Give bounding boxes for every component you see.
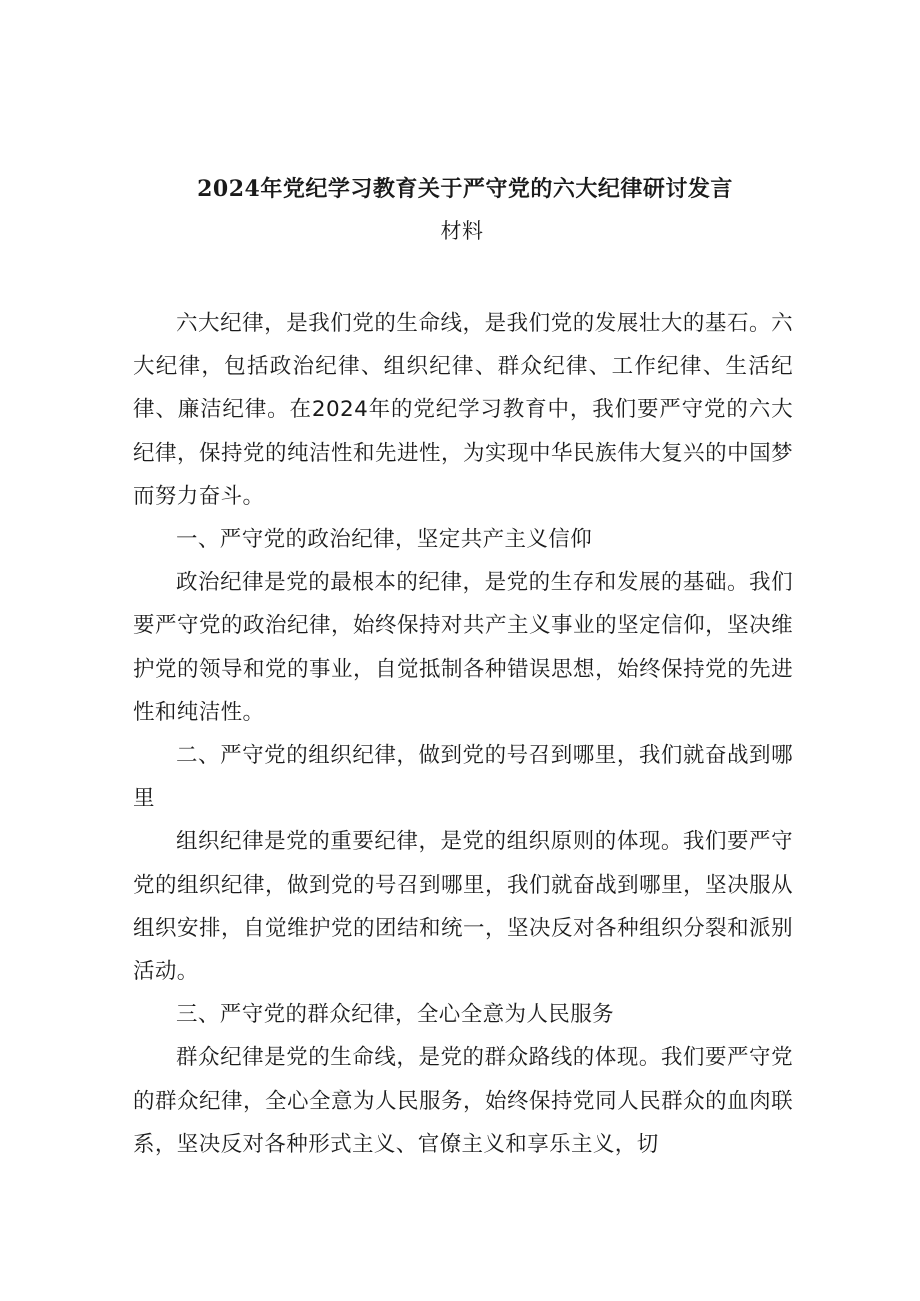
intro-paragraph: 六大纪律，是我们党的生命线，是我们党的发展壮大的基石。六大纪律，包括政治纪律、组织纪律、群众纪律、工作纪律、生活纪律、廉洁纪律。在2024年的党纪学习教育中，我们要严守党的六大纪律，保持党的纯洁性和先进性，为实现中华民族伟大复兴的中国梦而努力奋斗。 (133, 311, 793, 509)
section-heading-1: 一、严守党的政治纪律，坚定共产主义信仰 (176, 527, 593, 553)
title-line-1: 2024年党纪学习教育关于严守党的六大纪律研讨发言 (197, 176, 733, 202)
section-paragraph-3: 群众纪律是党的生命线，是党的群众路线的体现。我们要严守党的群众纪律，全心全意为人民服务，始终保持党同人民群众的血肉联系，坚决反对各种形式主义、官僚主义和享乐主义，切 (133, 1045, 793, 1157)
title-line-2: 材料 (440, 219, 484, 243)
section-paragraph-2: 组织纪律是党的重要纪律，是党的组织原则的体现。我们要严守党的组织纪律，做到党的号召到哪里，我们就奋战到哪里，坚决服从组织安排，自觉维护党的团结和统一，坚决反对各种组织分裂和派别活动。 (133, 829, 793, 985)
section-heading-2: 二、严守党的组织纪律，做到党的号召到哪里，我们就奋战到哪里 (133, 743, 793, 812)
section-paragraph-1: 政治纪律是党的最根本的纪律，是党的生存和发展的基础。我们要严守党的政治纪律，始终保持对共产主义事业的坚定信仰，坚决维护党的领导和党的事业，自觉抵制各种错误思想，始终保持党的先进性和纯洁性。 (133, 570, 793, 725)
document-body (133, 302, 793, 1166)
section-heading-3: 三、严守党的群众纪律，全心全意为人民服务 (176, 1002, 615, 1028)
document-title (0, 168, 920, 252)
